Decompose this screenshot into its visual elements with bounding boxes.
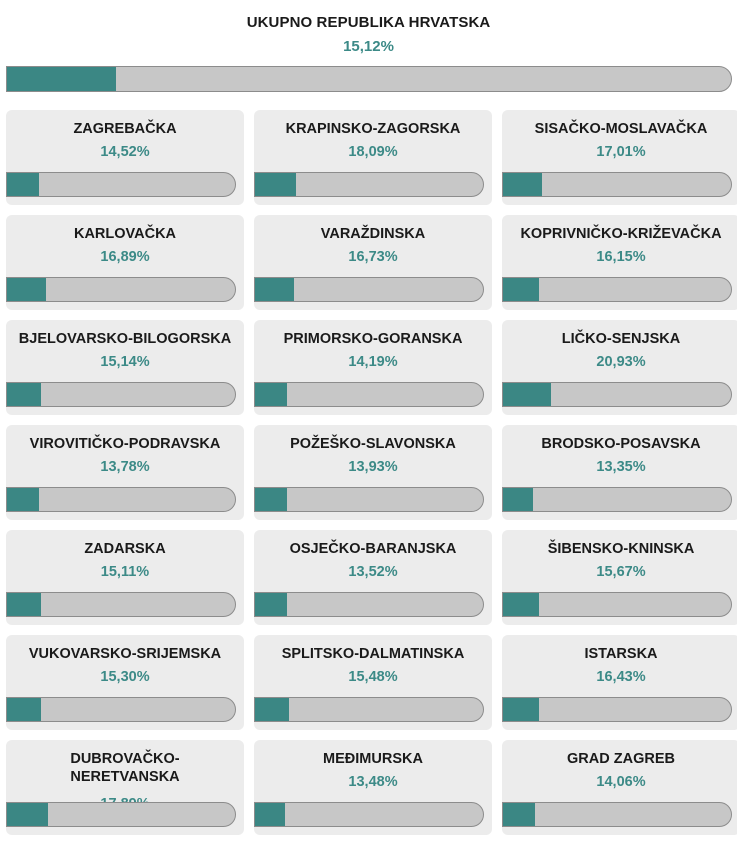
total-progress-fill [7,67,116,91]
county-progress-fill [503,173,542,196]
county-card[interactable] [6,425,244,520]
county-card[interactable] [254,530,492,625]
county-percent: 13,48% [348,774,398,790]
county-card[interactable] [502,110,737,205]
county-progress-fill [7,488,39,511]
county-name: ŠIBENSKO-KNINSKA [547,541,695,557]
county-progress-bar [6,382,236,407]
county-name: POŽEŠKO-SLAVONSKA [290,436,456,452]
county-progress-fill [7,593,41,616]
county-progress-fill [503,698,539,721]
county-card[interactable] [502,215,737,310]
county-name: BJELOVARSKO-BILOGORSKA [18,331,232,347]
county-card[interactable] [502,425,737,520]
county-progress-bar [254,382,484,407]
county-progress-bar [6,277,236,302]
county-name: PRIMORSKO-GORANSKA [283,331,463,347]
county-progress-fill [255,383,287,406]
county-progress-fill [255,173,296,196]
county-percent: 15,48% [348,669,398,685]
county-card[interactable] [6,320,244,415]
county-name: VARAŽDINSKA [320,226,426,242]
county-progress-bar [502,382,732,407]
county-card[interactable] [6,530,244,625]
county-card[interactable] [254,425,492,520]
county-progress-fill [503,278,539,301]
county-name: KRAPINSKO-ZAGORSKA [285,121,461,137]
county-progress-fill [7,278,46,301]
county-progress-bar [502,277,732,302]
county-progress-bar [502,697,732,722]
county-percent: 13,93% [348,459,398,475]
county-percent: 13,78% [100,459,150,475]
county-name: VIROVITIČKO-PODRAVSKA [29,436,221,452]
county-progress-bar [254,487,484,512]
county-card[interactable] [254,320,492,415]
county-name-line: DUBROVAČKO- [70,751,180,767]
county-percent: 16,43% [596,669,646,685]
total-percent: 15,12% [343,38,394,55]
county-percent: 14,19% [348,354,398,370]
county-progress-fill [7,803,48,826]
county-name: ZAGREBAČKA [73,121,177,137]
county-name: KOPRIVNIČKO-KRIŽEVAČKA [520,226,722,242]
county-name: MEĐIMURSKA [323,751,423,767]
county-card[interactable] [254,215,492,310]
total-progress-bar [6,66,732,92]
county-progress-bar [502,802,732,827]
county-progress-fill [503,593,539,616]
county-grid [6,110,737,835]
county-name: VUKOVARSKO-SRIJEMSKA [28,646,222,662]
county-progress-fill [7,173,39,196]
county-name: OSJEČKO-BARANJSKA [289,541,457,557]
county-percent: 15,67% [596,564,646,580]
county-progress-fill [255,803,285,826]
county-progress-bar [6,802,236,827]
county-percent: 16,15% [596,249,646,265]
county-progress-bar [254,802,484,827]
county-name: BRODSKO-POSAVSKA [541,436,701,452]
county-percent: 18,09% [348,144,398,160]
national-total-panel [0,0,737,100]
county-progress-fill [7,698,41,721]
county-progress-bar [254,172,484,197]
county-progress-fill [255,488,287,511]
county-progress-bar [502,487,732,512]
county-percent: 15,30% [100,669,150,685]
county-percent: 13,52% [348,564,398,580]
county-percent: 13,35% [596,459,646,475]
county-card[interactable] [254,110,492,205]
county-progress-fill [255,698,289,721]
county-name-line: NERETVANSKA [70,769,180,785]
county-progress-fill [503,488,533,511]
county-percent: 20,93% [596,354,646,370]
county-progress-fill [503,803,535,826]
county-percent: 15,11% [100,564,150,580]
county-percent: 14,52% [100,144,150,160]
county-percent: 17,01% [596,144,646,160]
county-name: KARLOVAČKA [73,226,177,242]
county-name: ISTARSKA [584,646,658,662]
county-card[interactable] [6,635,244,730]
county-card[interactable] [502,635,737,730]
county-card[interactable] [254,635,492,730]
county-name [10,750,240,786]
county-card[interactable] [502,320,737,415]
county-progress-fill [503,383,551,406]
county-progress-fill [255,278,294,301]
county-progress-bar [502,172,732,197]
county-progress-bar [6,592,236,617]
county-percent: 16,73% [348,249,398,265]
county-progress-fill [7,383,41,406]
county-progress-bar [6,697,236,722]
county-progress-bar [254,277,484,302]
county-name: GRAD ZAGREB [567,751,675,767]
county-card[interactable] [6,110,244,205]
county-card[interactable] [502,530,737,625]
county-progress-fill [255,593,287,616]
county-card[interactable] [6,740,244,835]
county-card[interactable] [254,740,492,835]
county-percent: 15,14% [100,354,150,370]
county-progress-bar [502,592,732,617]
county-card[interactable] [6,215,244,310]
county-card[interactable] [502,740,737,835]
county-progress-bar [6,172,236,197]
county-progress-bar [254,592,484,617]
county-name: LIČKO-SENJSKA [561,331,681,347]
county-name: ZADARSKA [84,541,166,557]
total-title: UKUPNO REPUBLIKA HRVATSKA [246,14,491,31]
county-percent: 14,06% [596,774,646,790]
county-percent: 16,89% [100,249,150,265]
county-name: SPLITSKO-DALMATINSKA [281,646,465,662]
county-name: SISAČKO-MOSLAVAČKA [534,121,708,137]
county-progress-bar [6,487,236,512]
county-progress-bar [254,697,484,722]
